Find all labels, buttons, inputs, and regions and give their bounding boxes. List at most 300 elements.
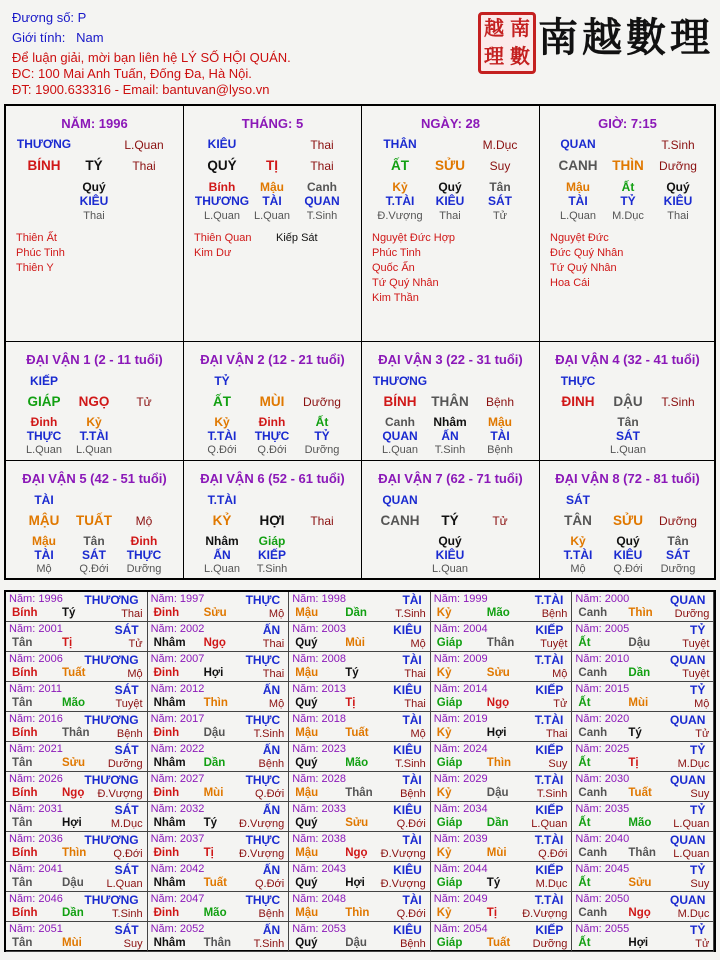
year-stem: Giáp: [436, 637, 463, 649]
year-state: M.Dục: [535, 878, 568, 890]
pillar-star: Tứ Quý Nhân: [372, 277, 439, 289]
dai-van-branch: MÙI: [259, 394, 285, 409]
year-state: Thai: [262, 638, 285, 650]
year-label: Năm: 2026: [9, 773, 63, 785]
year-state: Tuyệt: [682, 638, 710, 650]
year-state: L.Quan: [531, 818, 568, 830]
year-stem: Nhâm: [153, 697, 186, 709]
hidden-ten-god: KIÊU: [613, 548, 643, 562]
pillar-star: Phúc Tinh: [372, 247, 421, 259]
year-cell: [289, 622, 431, 652]
year-cell: [148, 772, 290, 802]
year-stem: Đinh: [153, 727, 180, 739]
year-stem: Nhâm: [153, 757, 186, 769]
dai-van-ten-god: SÁT: [566, 493, 590, 507]
year-state: Đ.Vượng: [97, 788, 143, 800]
year-stem: Mậu: [295, 727, 319, 739]
year-state: M.Dục: [110, 818, 143, 830]
chart-header: [0, 0, 720, 100]
hidden-stem: Đinh: [258, 415, 286, 429]
year-state: Đ.Vượng: [380, 878, 426, 890]
year-cell: [289, 592, 431, 622]
year-ten-god: TÀI: [402, 893, 422, 907]
hidden-stem: Giáp: [258, 534, 286, 548]
hidden-state: T.Sinh: [306, 210, 338, 222]
hidden-stem: Canh: [385, 415, 415, 429]
year-branch: Mùi: [62, 937, 82, 949]
year-state: Mộ: [127, 668, 143, 680]
year-branch: Ngọ: [345, 847, 368, 859]
year-ten-god: KIÊU: [393, 743, 422, 757]
year-state: Đ.Vượng: [380, 848, 426, 860]
pillar-ten-god-state: L.Quan: [124, 138, 164, 152]
year-cell: [572, 652, 714, 682]
year-stem: Canh: [578, 667, 608, 679]
hidden-stem: Tân: [83, 534, 105, 548]
year-ten-god: QUAN: [670, 893, 706, 907]
dai-van-state: Tử: [492, 514, 508, 528]
dai-van-stem: ẤT: [213, 394, 231, 409]
pillar-ten-god: THÂN: [383, 137, 417, 151]
year-state: Mộ: [410, 728, 426, 740]
year-branch: Dần: [62, 907, 84, 919]
year-ten-god: T.TÀI: [534, 773, 564, 787]
year-cell: [572, 742, 714, 772]
dai-van-state: Tử: [136, 395, 152, 409]
year-cell: [148, 892, 290, 922]
hidden-stem: Đinh: [130, 534, 158, 548]
year-label: Năm: 2038: [292, 833, 346, 845]
year-label: Năm: 2040: [575, 833, 630, 845]
pillar-earthly-branch: THÌN: [612, 158, 644, 173]
year-branch: Hợi: [62, 817, 82, 829]
dai-van-stem: TÂN: [564, 513, 592, 528]
year-stem: Bính: [12, 727, 38, 739]
year-ten-god: KIÊU: [393, 863, 422, 877]
address-line: ĐC: 100 Mai Anh Tuấn, Đống Đa, Hà Nội.: [12, 66, 252, 81]
year-branch: Thìn: [62, 847, 87, 859]
year-label: Năm: 2044: [433, 863, 488, 875]
year-label: Năm: 2008: [292, 653, 346, 665]
year-cell: [148, 802, 290, 832]
hidden-state: L.Quan: [75, 444, 113, 456]
hidden-ten-god: SÁT: [82, 548, 106, 562]
year-state: Dưỡng: [674, 608, 710, 620]
year-stem: Tân: [12, 697, 33, 709]
hidden-state: L.Quan: [609, 444, 647, 456]
hidden-stem: Đinh: [30, 415, 58, 429]
hidden-state: Tử: [492, 210, 508, 222]
pillar-star: Tứ Quý Nhân: [550, 262, 617, 274]
hidden-state: Dưỡng: [126, 563, 162, 575]
year-stem: Đinh: [153, 787, 180, 799]
year-stem: Ất: [578, 697, 591, 709]
hidden-state: M.Dục: [612, 210, 644, 222]
dai-van-state: Dưỡng: [303, 395, 341, 409]
year-stem: Bính: [12, 607, 38, 619]
year-state: Q.Đới: [396, 908, 426, 920]
year-cell: [572, 802, 714, 832]
year-ten-god: ẤN: [262, 863, 281, 877]
year-state: Tuyệt: [115, 698, 143, 710]
hidden-stem: Kỷ: [86, 415, 102, 429]
year-branch: Hợi: [486, 727, 507, 739]
hidden-state: Thai: [667, 210, 689, 222]
year-state: L.Quan: [106, 878, 143, 890]
year-state: Dưỡng: [107, 758, 143, 770]
year-stem: Đinh: [153, 847, 180, 859]
year-state: Q.Đới: [254, 788, 285, 800]
year-stem: Quý: [295, 817, 318, 829]
hidden-ten-god: T.TÀI: [79, 429, 109, 443]
year-state: Tử: [695, 728, 710, 740]
year-label: Năm: 2022: [150, 743, 205, 755]
year-stem: Đinh: [153, 907, 180, 919]
year-label: Năm: 2028: [292, 773, 346, 785]
year-ten-god: KIÊU: [393, 923, 422, 937]
hidden-ten-god: ẤN: [441, 429, 459, 443]
year-label: Năm: 2034: [433, 803, 488, 815]
hidden-ten-god: THỰC: [254, 429, 290, 443]
year-stem: Quý: [295, 637, 318, 649]
year-cell: [431, 772, 573, 802]
year-ten-god: THƯƠNG: [84, 773, 139, 787]
year-ten-god: TÀI: [402, 833, 422, 847]
year-label: Năm: 2002: [150, 623, 205, 635]
dai-van-cell: [362, 342, 540, 461]
year-cell: [572, 922, 714, 952]
year-ten-god: KIÊU: [393, 803, 422, 817]
hidden-ten-god: TỶ: [314, 429, 330, 443]
hidden-state: Q.Đới: [613, 563, 643, 575]
year-cell: [572, 592, 714, 622]
hidden-state: T.Sinh: [434, 444, 466, 456]
year-cell: [572, 832, 714, 862]
year-cell: [148, 862, 290, 892]
year-branch: Tuất: [203, 877, 228, 889]
year-ten-god: TÀI: [402, 593, 422, 607]
dai-van-cell: [540, 342, 716, 461]
year-state: Bệnh: [258, 758, 285, 770]
hidden-stem: Quý: [666, 180, 690, 194]
year-cell: [148, 682, 290, 712]
year-state: T.Sinh: [112, 908, 143, 920]
year-cell: [289, 802, 431, 832]
year-stem: Quý: [295, 937, 318, 949]
brand-logo-text: 南越數理: [538, 14, 714, 61]
year-state: Đ.Vượng: [522, 908, 568, 920]
pillar-ten-god: THƯƠNG: [16, 137, 72, 151]
hidden-state: L.Quan: [431, 563, 469, 575]
year-ten-god: T.TÀI: [534, 653, 564, 667]
pillar-cell: [362, 106, 540, 342]
year-branch: Thìn: [345, 907, 370, 919]
dai-van-title: ĐẠI VẬN 2 (12 - 21 tuổi): [200, 352, 345, 367]
hidden-stem: Nhâm: [433, 415, 467, 429]
pillar-earthly-branch: TÝ: [85, 158, 103, 173]
dai-van-branch: TUẤT: [76, 513, 112, 528]
year-ten-god: THỰC: [245, 833, 281, 847]
year-stem: Kỷ: [436, 847, 452, 859]
hidden-stem: Kỷ: [392, 180, 408, 194]
year-branch: Dậu: [628, 637, 651, 649]
year-ten-god: SÁT: [114, 923, 139, 937]
year-state: Tử: [695, 938, 710, 950]
year-branch: Tị: [62, 637, 73, 649]
year-cell: [431, 892, 573, 922]
year-label: Năm: 2010: [575, 653, 630, 665]
year-ten-god: KIẾP: [535, 743, 564, 757]
year-branch: Mão: [203, 907, 227, 919]
hidden-stem: Ất: [315, 415, 329, 429]
year-cell: [148, 622, 290, 652]
year-label: Năm: 2020: [575, 713, 630, 725]
year-branch: Tuất: [628, 787, 652, 799]
hidden-state: L.Quan: [203, 210, 241, 222]
dai-van-stem: ĐINH: [561, 394, 595, 409]
year-cell: [148, 832, 290, 862]
dai-van-state: Dưỡng: [659, 514, 697, 528]
year-stem: Tân: [12, 757, 33, 769]
year-stem: Mậu: [295, 847, 319, 859]
pillar-title: NĂM: 1996: [61, 116, 128, 131]
year-stem: Ất: [578, 757, 591, 769]
year-cell: [6, 622, 148, 652]
year-stem: Bính: [12, 847, 38, 859]
year-branch: Tý: [62, 607, 76, 619]
dai-van-ten-god: KIẾP: [29, 374, 59, 388]
year-label: Năm: 2000: [575, 593, 630, 605]
year-cell: [431, 832, 573, 862]
year-branch: Mùi: [486, 847, 507, 859]
dai-van-cell: [6, 461, 184, 580]
year-ten-god: SÁT: [114, 803, 139, 817]
hidden-stem: Nhâm: [205, 534, 239, 548]
year-state: Tử: [553, 698, 568, 710]
year-ten-god: ẤN: [262, 923, 281, 937]
year-stem: Đinh: [153, 667, 180, 679]
year-state: Suy: [690, 788, 710, 800]
year-state: M.Dục: [677, 908, 710, 920]
year-ten-god: KIẾP: [535, 803, 564, 817]
year-cell: [6, 712, 148, 742]
pillar-heavenly-stem: QUÝ: [207, 158, 237, 173]
year-stem: Tân: [12, 817, 33, 829]
year-label: Năm: 2018: [292, 713, 346, 725]
year-label: Năm: 2012: [150, 683, 205, 695]
year-branch: Mùi: [203, 787, 224, 799]
hidden-ten-god: KIÊU: [435, 194, 465, 208]
seal-char: 南: [510, 16, 530, 40]
year-cell: [289, 712, 431, 742]
year-ten-god: KIẾP: [535, 923, 564, 937]
year-stem: Ất: [578, 877, 591, 889]
seal-char: 越: [484, 16, 504, 40]
year-stem: Ất: [578, 937, 591, 949]
dai-van-branch: TÝ: [441, 513, 459, 528]
year-stem: Nhâm: [153, 817, 186, 829]
hidden-state: Thai: [83, 210, 105, 222]
year-branch: Thân: [345, 787, 373, 799]
dai-van-ten-god: TỶ: [214, 374, 230, 388]
hidden-ten-god: TÀI: [262, 194, 282, 208]
year-ten-god: SÁT: [114, 743, 139, 757]
year-stem: Tân: [12, 937, 33, 949]
hidden-stem: Kỷ: [214, 415, 230, 429]
year-ten-god: THỰC: [245, 653, 281, 667]
year-ten-god: QUAN: [670, 833, 706, 847]
year-ten-god: KIÊU: [393, 623, 422, 637]
year-ten-god: SÁT: [114, 623, 139, 637]
dai-van-title: ĐẠI VẬN 5 (42 - 51 tuổi): [22, 471, 167, 486]
year-stem: Nhâm: [153, 637, 186, 649]
year-cell: [6, 682, 148, 712]
year-stem: Kỷ: [436, 787, 452, 799]
year-cell: [6, 922, 148, 952]
dai-van-branch: DẬU: [613, 394, 643, 409]
pillars-grid: [4, 104, 716, 580]
year-label: Năm: 2014: [433, 683, 488, 695]
year-stem: Giáp: [436, 757, 463, 769]
year-state: L.Quan: [673, 848, 710, 860]
dai-van-title: ĐẠI VẬN 3 (22 - 31 tuổi): [378, 352, 523, 367]
year-branch: Sửu: [628, 877, 652, 889]
pillar-heavenly-stem: ẤT: [391, 158, 409, 173]
year-ten-god: TỶ: [690, 743, 706, 757]
year-stem: Mậu: [295, 607, 319, 619]
year-ten-god: TỶ: [690, 803, 706, 817]
hidden-stem: Quý: [438, 534, 462, 548]
pillar-title: NGÀY: 28: [421, 116, 480, 131]
year-ten-god: TỶ: [690, 683, 706, 697]
year-branch: Mão: [486, 607, 510, 619]
year-label: Năm: 2006: [9, 653, 63, 665]
hidden-stem: Mậu: [32, 534, 56, 548]
year-branch: Ngọ: [62, 787, 85, 799]
year-cell: [289, 682, 431, 712]
year-state: Thai: [404, 668, 426, 680]
hidden-ten-god: TÀI: [490, 429, 510, 443]
year-ten-god: THƯƠNG: [84, 653, 139, 667]
dai-van-stem: GIÁP: [27, 394, 61, 409]
year-cell: [572, 892, 714, 922]
year-ten-god: KIẾP: [535, 683, 564, 697]
year-cell: [6, 742, 148, 772]
year-branch: Mão: [628, 817, 652, 829]
pillar-star: Hoa Cái: [550, 277, 590, 289]
pillar-title: GIỜ: 7:15: [598, 116, 657, 131]
year-label: Năm: 2025: [575, 743, 630, 755]
year-branch: Thân: [62, 727, 90, 739]
year-ten-god: SÁT: [114, 863, 139, 877]
dai-van-title: ĐẠI VẬN 7 (62 - 71 tuổi): [378, 471, 523, 486]
year-state: Tử: [128, 638, 143, 650]
dai-van-title: ĐẠI VẬN 8 (72 - 81 tuổi): [555, 471, 700, 486]
annual-table: [4, 590, 716, 952]
pillar-star: Phúc Tinh: [16, 247, 65, 259]
year-label: Năm: 2051: [9, 923, 63, 935]
hidden-ten-god: T.TÀI: [207, 429, 237, 443]
dai-van-stem: KỶ: [212, 513, 232, 528]
pillar-ten-god-state: Thai: [310, 138, 334, 152]
dai-van-title: ĐẠI VẬN 4 (32 - 41 tuổi): [555, 352, 700, 367]
pillar-cell: [540, 106, 716, 342]
year-label: Năm: 2017: [150, 713, 205, 725]
hidden-stem: Mậu: [260, 180, 284, 194]
hidden-ten-god: THƯƠNG: [194, 194, 250, 208]
hidden-state: Q.Đới: [207, 444, 237, 456]
year-ten-god: THƯƠNG: [84, 713, 139, 727]
hidden-stem: Tân: [617, 415, 639, 429]
year-state: Q.Đới: [113, 848, 143, 860]
year-label: Năm: 2021: [9, 743, 63, 755]
hidden-ten-god: TÀI: [34, 548, 54, 562]
dai-van-stem: BÍNH: [383, 394, 417, 409]
hidden-state: Mộ: [570, 563, 586, 575]
year-stem: Giáp: [436, 877, 463, 889]
pillar-star: Đức Quý Nhân: [550, 247, 624, 259]
year-ten-god: ẤN: [262, 683, 281, 697]
dai-van-title: ĐẠI VẬN 1 (2 - 11 tuổi): [26, 352, 163, 367]
year-label: Năm: 2004: [433, 623, 488, 635]
pillar-state: Thai: [310, 159, 334, 173]
year-cell: [431, 862, 573, 892]
year-branch: Mùi: [345, 637, 365, 649]
year-stem: Kỷ: [436, 907, 452, 919]
year-branch: Dậu: [62, 877, 84, 889]
hidden-stem: Quý: [82, 180, 106, 194]
year-branch: Tý: [486, 877, 501, 889]
year-branch: Dậu: [203, 727, 226, 739]
year-branch: Sửu: [345, 817, 369, 829]
year-state: Q.Đới: [538, 848, 568, 860]
year-ten-god: TÀI: [402, 713, 422, 727]
year-branch: Dậu: [486, 787, 509, 799]
dai-van-ten-god: T.TÀI: [207, 493, 237, 507]
year-cell: [6, 892, 148, 922]
year-cell: [289, 892, 431, 922]
year-label: Năm: 2052: [150, 923, 205, 935]
year-ten-god: KIÊU: [393, 683, 422, 697]
year-cell: [431, 742, 573, 772]
hidden-state: L.Quan: [203, 563, 241, 575]
hidden-stem: Mậu: [488, 415, 512, 429]
year-stem: Bính: [12, 907, 38, 919]
year-branch: Sửu: [203, 607, 227, 619]
year-cell: [6, 832, 148, 862]
year-cell: [289, 742, 431, 772]
year-state: Suy: [548, 758, 568, 770]
year-label: Năm: 2011: [9, 683, 62, 695]
year-cell: [572, 682, 714, 712]
year-ten-god: THỰC: [245, 893, 281, 907]
year-state: L.Quan: [673, 818, 710, 830]
year-label: Năm: 2046: [9, 893, 63, 905]
year-ten-god: THƯƠNG: [84, 893, 139, 907]
year-cell: [431, 622, 573, 652]
hidden-stem: Kỷ: [570, 534, 586, 548]
hidden-state: L.Quan: [559, 210, 597, 222]
year-cell: [572, 772, 714, 802]
year-stem: Tân: [12, 637, 33, 649]
year-state: Suy: [690, 878, 710, 890]
year-branch: Tị: [345, 697, 356, 709]
pillar-cell: [6, 106, 184, 342]
hidden-ten-god: SÁT: [666, 548, 690, 562]
dai-van-cell: [184, 342, 362, 461]
year-ten-god: QUAN: [670, 593, 706, 607]
pillar-state: Thai: [132, 159, 156, 173]
